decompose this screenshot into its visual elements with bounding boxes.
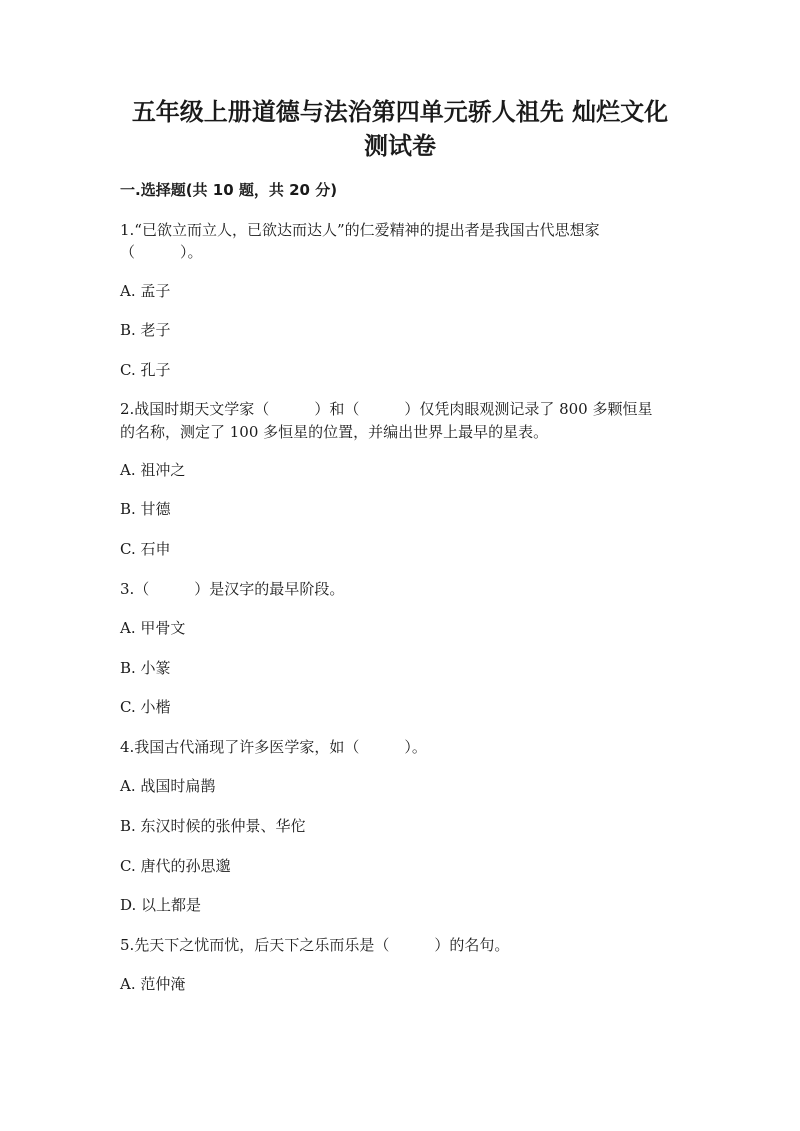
question-2-option-b: B. 甘德 xyxy=(120,500,171,518)
question-4-option-a: A. 战国时扁鹊 xyxy=(120,777,216,795)
question-2-option-c: C. 石申 xyxy=(120,540,171,558)
question-3-option-c: C. 小楷 xyxy=(120,698,171,716)
question-1-option-c: C. 孔子 xyxy=(120,361,171,379)
question-1-stem-line-1: 1.“已欲立而立人，已欲达而达人”的仁爱精神的提出者是我国古代思想家 xyxy=(120,221,600,239)
question-1-option-b: B. 老子 xyxy=(120,321,171,339)
question-5-stem-line-1: 5.先天下之忧而忧，后天下之乐而乐是（ ）的名句。 xyxy=(120,936,510,954)
question-3-stem-line-1: 3.（ ）是汉字的最早阶段。 xyxy=(120,580,345,598)
question-1-option-a: A. 孟子 xyxy=(120,282,171,300)
exam-title-line-1: 五年级上册道德与法治第四单元骄人祖先 灿烂文化 xyxy=(131,98,669,126)
section-heading-multiple-choice: 一.选择题(共 10 题，共 20 分) xyxy=(120,181,338,199)
exam-title-line-2: 测试卷 xyxy=(364,132,436,160)
question-2-option-a: A. 祖冲之 xyxy=(120,461,186,479)
question-4-option-b: B. 东汉时候的张仲景、华佗 xyxy=(120,817,306,835)
question-2-stem-line-1: 2.战国时期天文学家（ ）和（ ）仅凭肉眼观测记录了 800 多颗恒星 xyxy=(120,400,653,418)
question-4-option-d: D. 以上都是 xyxy=(120,896,202,914)
question-4-stem-line-1: 4.我国古代涌现了许多医学家，如（ ）。 xyxy=(120,738,427,756)
question-4-option-c: C. 唐代的孙思邈 xyxy=(120,857,231,875)
question-5-option-a: A. 范仲淹 xyxy=(120,975,186,993)
question-3-option-b: B. 小篆 xyxy=(120,659,171,677)
question-1-stem-line-2: （ ）。 xyxy=(120,243,203,261)
question-3-option-a: A. 甲骨文 xyxy=(120,619,186,637)
question-2-stem-line-2: 的名称，测定了 100 多恒星的位置，并编出世界上最早的星表。 xyxy=(120,423,549,441)
